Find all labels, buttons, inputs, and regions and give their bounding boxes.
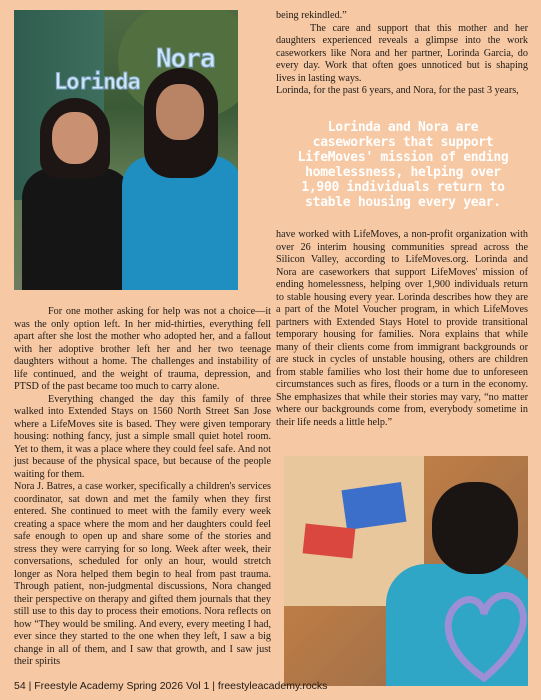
caseworkers-photo [14, 10, 238, 290]
paragraph: The care and support that this mother and her daughters experienced reveals a glimpse into the work caseworkers like Nora and her partner, Lorinda Garcia, do every day. Work that often goes unnoticed but is shaping lives in lasting ways. [276, 22, 528, 84]
paragraph: Lorinda, for the past 6 years, and Nora, for the past 3 years, [276, 85, 519, 96]
photo-label-lorinda: Lorinda [54, 70, 140, 95]
left-column [14, 306, 271, 669]
page-footer: 54 | Freestyle Academy Spring 2026 Vol 1 | freestyleacademy.rocks [14, 680, 328, 692]
paragraph: Everything changed the day this family of three walked into Extended Stays on 1560 North Street San Jose where a LifeMoves site is based. They were given temporary housing: nothing fancy, just a simple small quiet hotel room. Yet to them, it was a place where they could feel safe. And not just because of the physical space, but because of the people waiting for them. [14, 393, 271, 480]
nora-figure [122, 68, 238, 290]
paragraph: have worked with LifeMoves, a non-profit organization with over 26 interim housing communities spread across the Silicon Valley, according to LifeMoves.org. Lorinda and Nora are caseworkers that support LifeMoves' mission of ending homelessness, helping over 1,900 individuals return to stable housing every year. Lorinda describes how they are a part of the Motel Voucher program, in which LifeMoves partners with Extended Stays Hotel to provide transitional temporary housing for families. Nora explains that while many of their clients come from immigrant backgrounds or are stuck in cycles of unstable housing, others are children from stable families who lost their home due to unforeseen circumstances such as fires, floods or a turn in the economy. She emphasizes that while their stories may vary, “no matter where our backgrounds come from, everybody sometime in their life needs a little help.” [276, 229, 528, 428]
pull-quote: Lorinda and Nora are caseworkers that support LifeMoves' mission of ending homelessness, helping over 1,900 individuals return to stable housing every year. [297, 120, 509, 210]
right-column-top [276, 10, 528, 98]
right-column-middle [276, 229, 528, 429]
paragraph: Nora J. Batres, a case worker, specifically a children's services coordinator, sat down and met the family when they first entered. She continued to meet with the family every week creating a space where the mom and her daughters could feel safe enough to open up and share some of the stories and stress they were carrying for so long. Week after week, their conversations, scheduled for only an hour, would stretch longer as Nora helped them begin to heal from past trauma. Through patient, non-judgmental discussions, Nora changed their perspective on therapy and gifted them journals that they still use to this day to process their emotions. Nora reflects on how “They would be smiling. And every, every meeting I had, ever since they started to the one when they left, I saw a big change in all of them, and I saw that growth, and I saw just their spirits [14, 481, 271, 667]
lorinda-figure [22, 98, 132, 290]
heart-outline-icon [438, 578, 530, 688]
paragraph: being rekindled.” [276, 10, 347, 21]
photo-label-nora: Nora [156, 44, 215, 74]
paragraph: For one mother asking for help was not a choice—it was the only option left. In her mid-thirties, everything fell apart after she lost the mother who adopted her, and a fallout with her adoptive brother left her and her two teenage daughters without a home. The challenges and instability of life continued, and the weight of trauma, depression, and PTSD of the past became too much to carry alone. [14, 306, 271, 392]
